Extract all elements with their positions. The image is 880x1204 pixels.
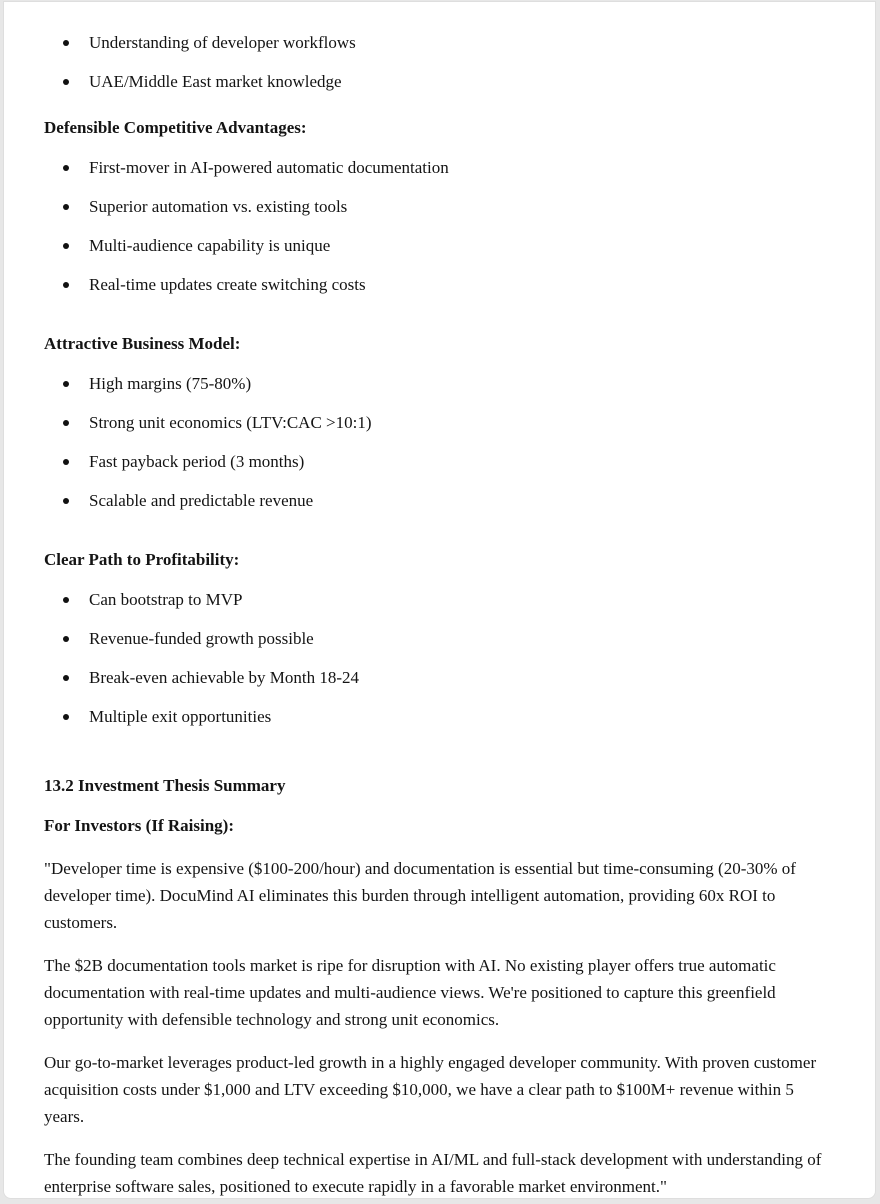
list-item: First-mover in AI-powered automatic documentation	[44, 154, 835, 181]
bullet-list	[44, 154, 835, 298]
list-item: UAE/Middle East market knowledge	[44, 68, 835, 95]
list-item: Scalable and predictable revenue	[44, 487, 835, 514]
list-item: Understanding of developer workflows	[44, 29, 835, 56]
paragraph: The founding team combines deep technical expertise in AI/ML and full-stack development with understanding of enterprise software sales, positioned to execute rapidly in a favorable market environment."	[44, 1150, 822, 1196]
list-item: Multi-audience capability is unique	[44, 232, 835, 259]
bullet-list	[44, 370, 835, 514]
paragraph: Our go-to-market leverages product-led growth in a highly engaged developer community. With proven customer acquisition costs under $1,000 and LTV exceeding $10,000, we have a clear path to $100M+ revenue within 5 years.	[44, 1053, 817, 1126]
subsection-heading: Defensible Competitive Advantages:	[44, 118, 307, 137]
list-item: Superior automation vs. existing tools	[44, 193, 835, 220]
paragraph: "Developer time is expensive ($100-200/hour) and documentation is essential but time-consuming (20-30% of developer time). DocuMind AI eliminates this burden through intelligent automation, providing 60x ROI to customers.	[44, 859, 796, 932]
list-item: Strong unit economics (LTV:CAC >10:1)	[44, 409, 835, 436]
subsection-heading: Clear Path to Profitability:	[44, 550, 240, 569]
section-heading: 13.2 Investment Thesis Summary	[44, 776, 286, 795]
list-item: Break-even achievable by Month 18-24	[44, 664, 835, 691]
list-item: Multiple exit opportunities	[44, 703, 835, 730]
document-page	[4, 2, 875, 1198]
subsection-heading: Attractive Business Model:	[44, 334, 241, 353]
paragraph: The $2B documentation tools market is ripe for disruption with AI. No existing player offers true automatic documentation with real-time updates and multi-audience views. We're positioned to capture this greenfield opportunity with defensible technology and strong unit economics.	[44, 956, 776, 1029]
bullet-list	[44, 586, 835, 730]
list-item: Real-time updates create switching costs	[44, 271, 835, 298]
bullet-list	[44, 29, 835, 95]
list-item: Can bootstrap to MVP	[44, 586, 835, 613]
document-content	[4, 2, 875, 1198]
list-item: Revenue-funded growth possible	[44, 625, 835, 652]
list-item: Fast payback period (3 months)	[44, 448, 835, 475]
subsection-heading: For Investors (If Raising):	[44, 816, 234, 835]
list-item: High margins (75-80%)	[44, 370, 835, 397]
